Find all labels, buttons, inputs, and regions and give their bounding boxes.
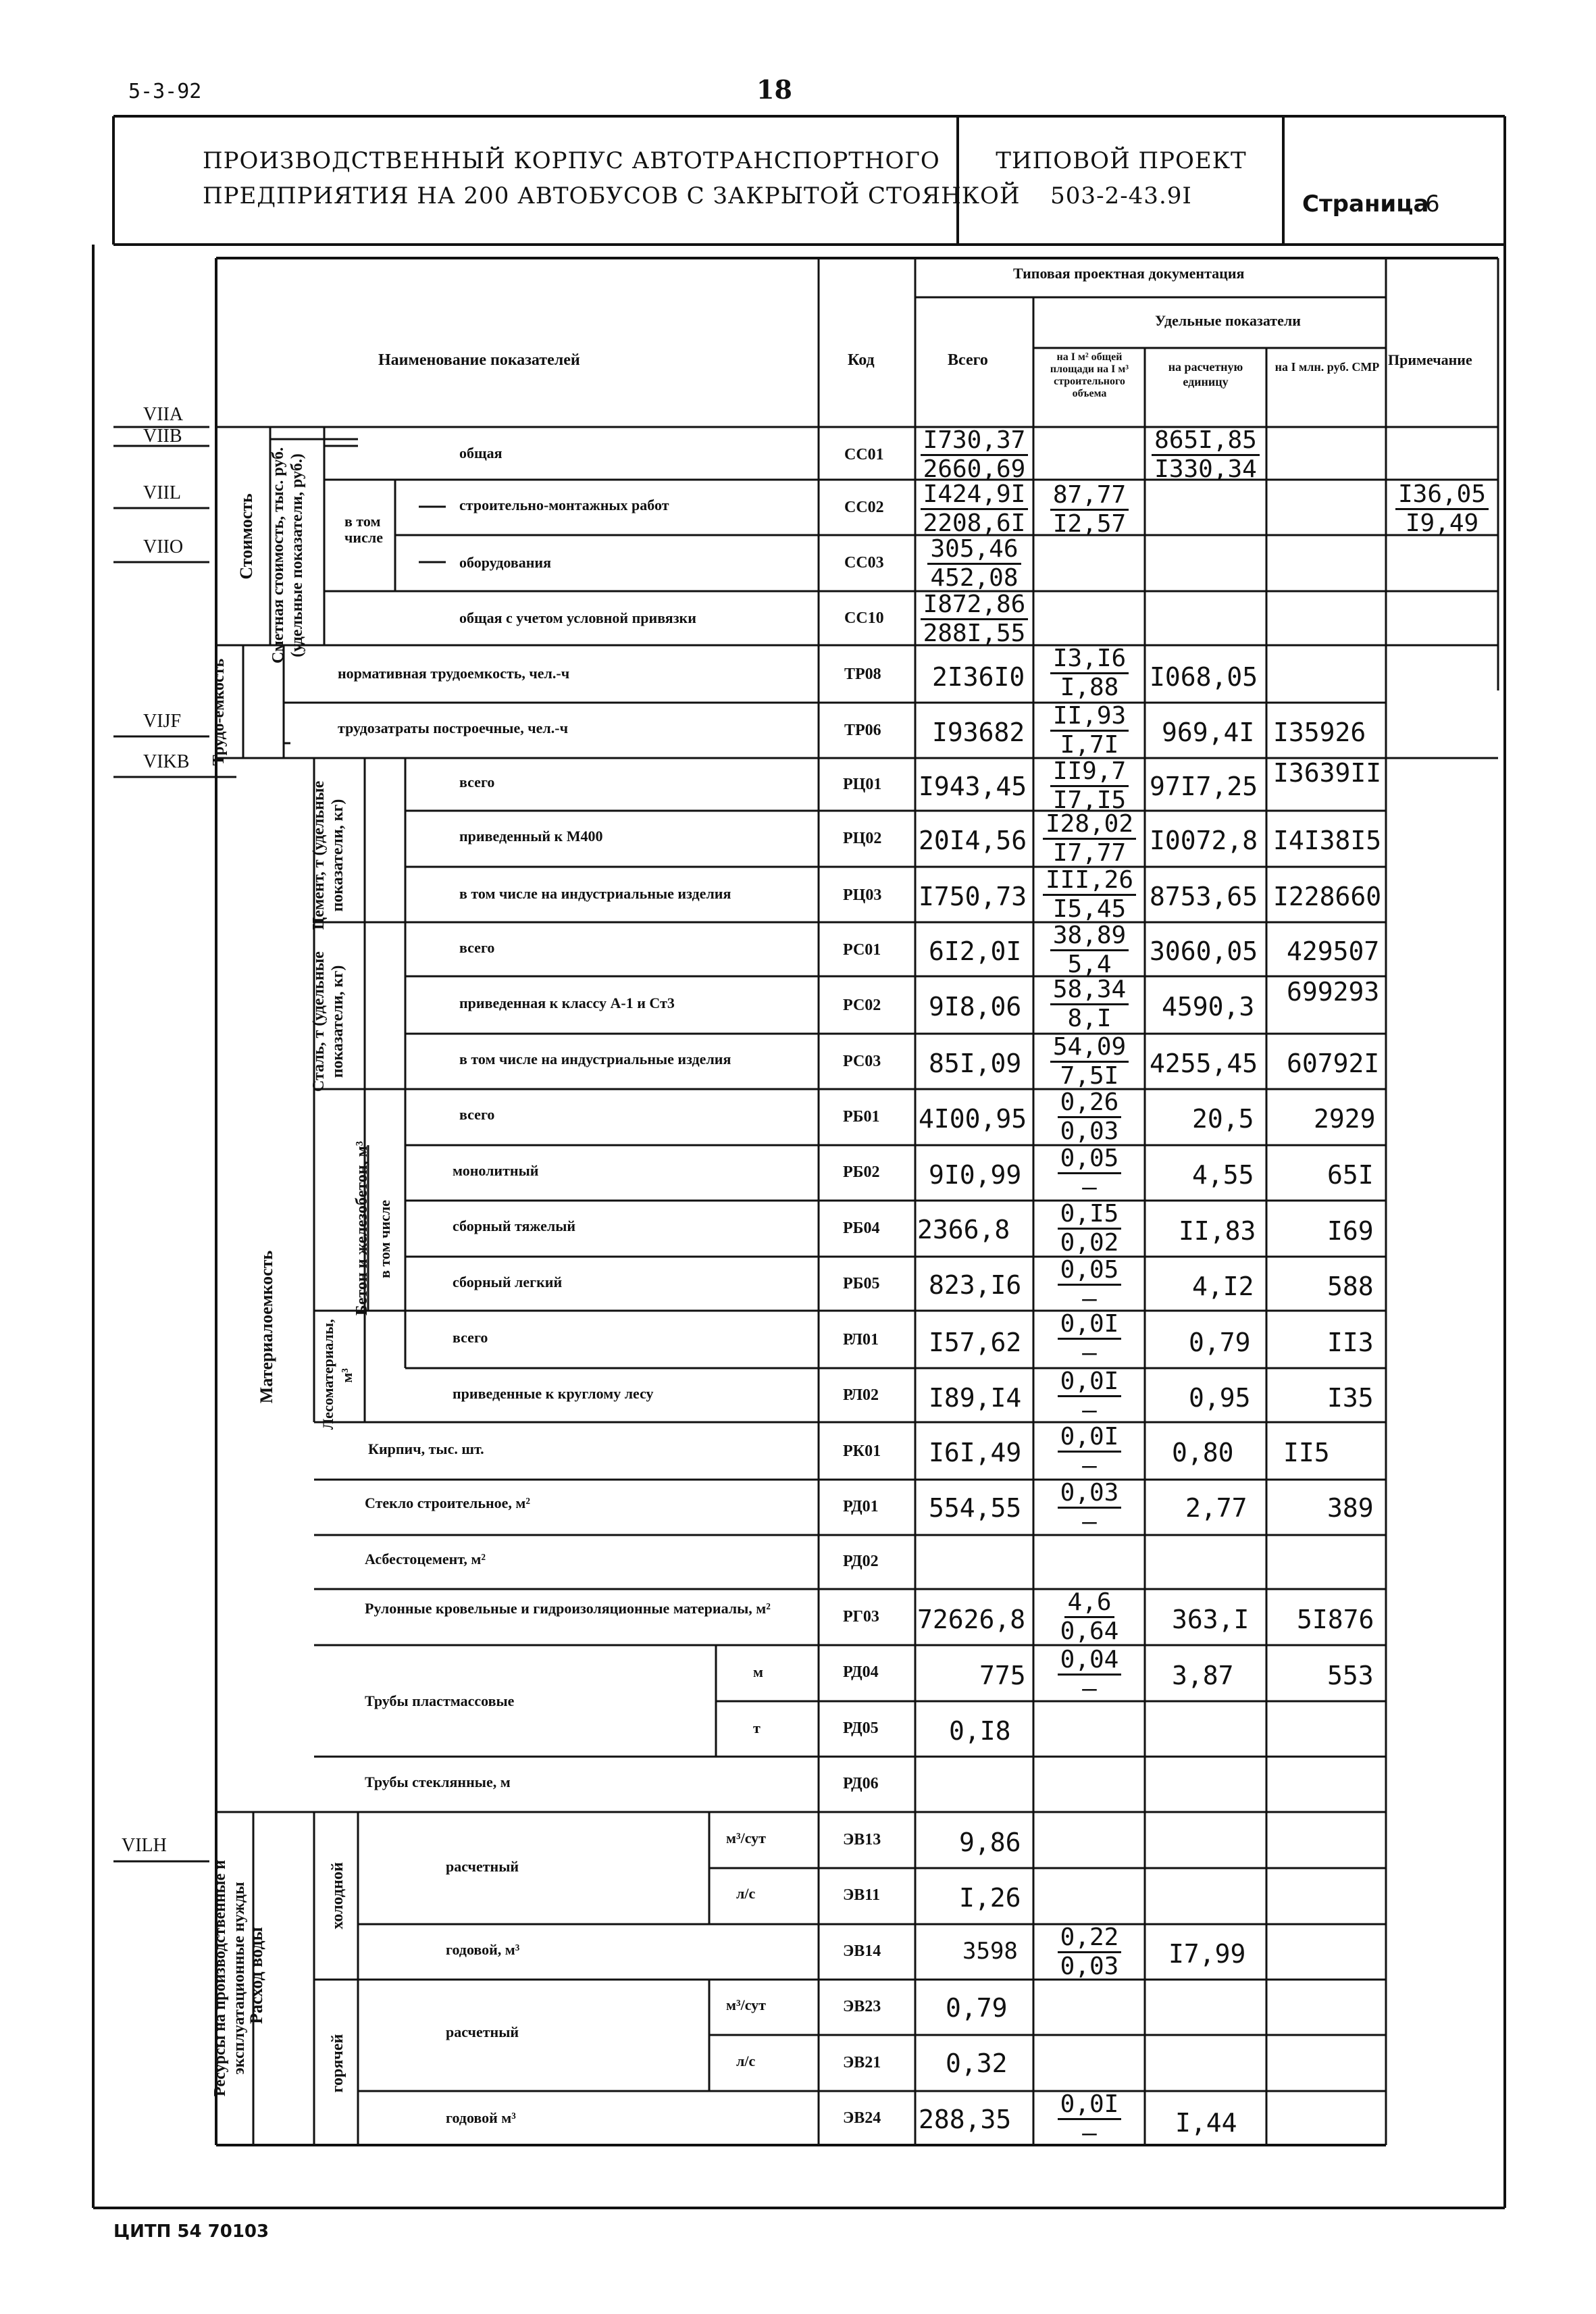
group-water: Расход воды bbox=[247, 1927, 266, 2024]
total-eb14: 3598 bbox=[962, 1938, 1018, 1965]
unit-rc02: I0072,8 bbox=[1150, 826, 1258, 855]
m2-tp08 bbox=[1035, 645, 1143, 701]
m2-pb05-n: 0,05 bbox=[1058, 1257, 1122, 1286]
m2-cc02-d: I2,57 bbox=[1052, 510, 1127, 538]
total-pg03: 72626,8 bbox=[917, 1605, 1026, 1634]
unit-pb01: 20,5 bbox=[1192, 1104, 1254, 1134]
group-labor: Трудо-емкость bbox=[210, 658, 228, 766]
m2-pb02-n: 0,05 bbox=[1058, 1145, 1122, 1174]
unit-pb02: 4,55 bbox=[1192, 1160, 1254, 1190]
row-name-tp06: трудозатраты построечные, чел.-ч bbox=[338, 720, 568, 736]
total-cc01 bbox=[919, 427, 1030, 483]
unit-cc01 bbox=[1148, 427, 1263, 483]
code-cc01: СС01 bbox=[844, 446, 884, 463]
m2-rc03 bbox=[1035, 867, 1143, 923]
note-cc02-n: I36,05 bbox=[1395, 481, 1489, 510]
header-total: Всего bbox=[948, 351, 988, 369]
row-name-eb13: расчетный bbox=[446, 1858, 519, 1875]
row-name-pb02: монолитный bbox=[453, 1162, 539, 1179]
code-eb14: ЭВ14 bbox=[843, 1942, 881, 1960]
m2-pc03-d: 7,5I bbox=[1060, 1062, 1119, 1090]
mln-pb01: 2929 bbox=[1314, 1104, 1376, 1134]
m2-eb24-d: — bbox=[1082, 2119, 1097, 2147]
unit-cc01-n: 865I,85 bbox=[1152, 427, 1260, 456]
m2-pc01 bbox=[1035, 922, 1143, 978]
marker-vikb: VIKB bbox=[143, 751, 190, 772]
total-cc01-d: 2660,69 bbox=[923, 455, 1026, 483]
m2-pd04-d: — bbox=[1082, 1675, 1097, 1703]
header-per-mln: на I млн. руб. СМР bbox=[1275, 360, 1380, 374]
code-pb02: РБ02 bbox=[843, 1163, 880, 1181]
mln-rc02: I4I38I5 bbox=[1273, 826, 1382, 855]
code-pb01: РБ01 bbox=[843, 1108, 880, 1126]
total-pb01: 4I00,95 bbox=[919, 1104, 1027, 1134]
code-pd01: РД01 bbox=[843, 1498, 879, 1515]
header-per-unit: на расчетную единицу bbox=[1168, 360, 1243, 388]
unit-pk01: 0,80 bbox=[1172, 1438, 1234, 1467]
m2-pc02 bbox=[1035, 976, 1143, 1032]
m2-pl02-n: 0,0I bbox=[1058, 1368, 1122, 1397]
m2-pg03 bbox=[1035, 1589, 1143, 1645]
code-pd02: РД02 bbox=[843, 1553, 879, 1570]
total-pc03: 85I,09 bbox=[929, 1049, 1022, 1078]
m2-tp08-d: I,88 bbox=[1060, 674, 1119, 701]
group-cost-sub: Сметная стоимость, тыс. руб. (удельные показатели, руб.) bbox=[269, 447, 306, 663]
row-name-eb23: расчетный bbox=[446, 2023, 519, 2040]
m2-pd04 bbox=[1035, 1646, 1143, 1703]
code-cc10: СС10 bbox=[844, 609, 884, 627]
m2-pb04-n: 0,I5 bbox=[1058, 1201, 1122, 1230]
unit-cc01-d: I330,34 bbox=[1154, 455, 1257, 483]
header-specific: Удельные показатели bbox=[1155, 312, 1301, 329]
m2-pg03-n: 4,6 bbox=[1064, 1589, 1114, 1618]
page-label: Страница bbox=[1302, 191, 1429, 218]
m2-rc01-d: I7,I5 bbox=[1052, 786, 1127, 814]
m2-pk01-n: 0,0I bbox=[1058, 1424, 1122, 1453]
total-pd01: 554,55 bbox=[929, 1493, 1022, 1523]
row-unit-eb21: л/с bbox=[736, 2053, 756, 2069]
code-eb23: ЭВ23 bbox=[843, 1998, 881, 2015]
total-pl01: I57,62 bbox=[929, 1328, 1022, 1357]
m2-pc03-n: 54,09 bbox=[1050, 1034, 1129, 1063]
row-name-pg03: Рулонные кровельные и гидроизоляционные материалы, м² bbox=[365, 1600, 771, 1617]
unit-pb04: II,83 bbox=[1179, 1216, 1256, 1246]
total-pd05: 0,I8 bbox=[949, 1716, 1011, 1746]
row-unit-pd05: т bbox=[753, 1719, 761, 1736]
total-cc03-d: 452,08 bbox=[930, 564, 1019, 592]
marker-viib: VIIB bbox=[143, 426, 182, 447]
m2-rc01-n: II9,7 bbox=[1050, 758, 1129, 787]
project-label: ТИПОВОЙ ПРОЕКТ bbox=[996, 147, 1247, 174]
code-pc01: РС01 bbox=[843, 941, 881, 959]
m2-tp08-n: I3,I6 bbox=[1050, 645, 1129, 674]
m2-rc02-n: I28,02 bbox=[1043, 811, 1136, 840]
page-number: 18 bbox=[756, 74, 792, 105]
total-eb24: 288,35 bbox=[919, 2105, 1012, 2134]
row-name-pl01: всего bbox=[453, 1329, 488, 1346]
mln-rc01: I3639II bbox=[1273, 758, 1382, 788]
header-per-m2: на I м² общей площади на I м³ строительного объема bbox=[1050, 351, 1129, 399]
row-name-cc03: оборудования bbox=[459, 554, 551, 571]
total-pd04: 775 bbox=[979, 1661, 1026, 1690]
total-cc01-n: I730,37 bbox=[921, 427, 1029, 456]
row-name-pd02: Асбестоцемент, м² bbox=[365, 1551, 486, 1567]
row-name-rc02: приведенный к М400 bbox=[459, 828, 603, 845]
group-hot: горячей bbox=[329, 2034, 346, 2093]
header-code: Код bbox=[848, 351, 875, 369]
code-pl02: РЛ02 bbox=[843, 1386, 879, 1404]
m2-pc02-n: 58,34 bbox=[1050, 976, 1129, 1005]
code-pl01: РЛ01 bbox=[843, 1331, 879, 1349]
row-unit-eb23: м³/сут bbox=[726, 1996, 766, 2013]
total-cc03-n: 305,46 bbox=[927, 536, 1021, 565]
total-pb05: 823,I6 bbox=[929, 1270, 1022, 1300]
total-rc03: I750,73 bbox=[919, 882, 1027, 911]
total-eb11: I,26 bbox=[959, 1883, 1021, 1913]
marker-viia: VIIA bbox=[143, 404, 184, 425]
total-rc01: I943,45 bbox=[919, 772, 1027, 801]
row-name-pd06: Трубы стеклянные, м bbox=[365, 1774, 511, 1790]
m2-pl01-n: 0,0I bbox=[1058, 1311, 1122, 1340]
group-cold: холодной bbox=[329, 1862, 346, 1930]
m2-rc03-d: I5,45 bbox=[1052, 895, 1127, 923]
code-cc03: СС03 bbox=[844, 554, 884, 572]
row-name-cc02: строительно-монтажных работ bbox=[459, 497, 669, 513]
mln-pc02: 699293 bbox=[1287, 977, 1380, 1007]
row-name-pb05: сборный легкий bbox=[453, 1274, 563, 1290]
m2-pc01-n: 38,89 bbox=[1050, 922, 1129, 951]
marker-viio: VIIO bbox=[143, 536, 184, 557]
m2-rc01 bbox=[1035, 758, 1143, 814]
m2-pb04 bbox=[1035, 1201, 1143, 1257]
code-pc03: РС03 bbox=[843, 1053, 881, 1070]
row-name-pc01: всего bbox=[459, 939, 495, 956]
row-name-pl02: приведенные к круглому лесу bbox=[453, 1385, 654, 1402]
marker-vijf: VIJF bbox=[143, 711, 182, 732]
code-eb21: ЭВ21 bbox=[843, 2054, 881, 2071]
row-name-rc01: всего bbox=[459, 774, 495, 790]
title-line-1: ПРОИЗВОДСТВЕННЫЙ КОРПУС АВТОТРАНСПОРТНОГО bbox=[203, 147, 940, 174]
m2-pg03-d: 0,64 bbox=[1060, 1617, 1119, 1645]
code-eb11: ЭВ11 bbox=[843, 1886, 880, 1904]
row-name-pc03: в том числе на индустриальные изделия bbox=[459, 1051, 731, 1067]
footer-stamp: ЦИТП 54 70103 bbox=[113, 2221, 269, 2242]
row-name-pk01: Кирпич, тыс. шт. bbox=[368, 1440, 484, 1457]
group-timber: Лесоматериалы, м³ bbox=[319, 1319, 355, 1430]
unit-rc03: 8753,65 bbox=[1150, 882, 1258, 911]
m2-cc02 bbox=[1035, 482, 1143, 538]
row-name-pd01: Стекло строительное, м² bbox=[365, 1494, 531, 1511]
total-pc01: 6I2,0I bbox=[929, 936, 1022, 966]
m2-pk01 bbox=[1035, 1424, 1143, 1480]
code-pd04: РД04 bbox=[843, 1663, 879, 1681]
group-cost: Стоимость bbox=[236, 493, 256, 580]
mln-pl01: II3 bbox=[1327, 1328, 1374, 1357]
group-concrete: Бетон и железобетон, м³ bbox=[353, 1140, 371, 1316]
mln-pl02: I35 bbox=[1327, 1383, 1374, 1413]
code-pb05: РБ05 bbox=[843, 1275, 880, 1292]
unit-rc01: 97I7,25 bbox=[1150, 772, 1258, 801]
total-eb13: 9,86 bbox=[959, 1828, 1021, 1857]
m2-tp06-n: II,93 bbox=[1050, 703, 1129, 732]
total-tp06: I93682 bbox=[932, 718, 1025, 747]
mln-pg03: 5I876 bbox=[1297, 1605, 1374, 1634]
row-name-pc02: приведенная к классу А-1 и Ст3 bbox=[459, 995, 675, 1011]
total-cc10-n: I872,86 bbox=[921, 591, 1029, 620]
mln-pk01: II5 bbox=[1283, 1438, 1330, 1467]
total-pb02: 9I0,99 bbox=[929, 1160, 1022, 1190]
series-code: 5-3-92 bbox=[128, 80, 202, 103]
m2-pb01 bbox=[1035, 1089, 1143, 1145]
row-name-rc03: в том числе на индустриальные изделия bbox=[459, 885, 731, 902]
mln-pb02: 65I bbox=[1327, 1160, 1374, 1190]
m2-pk01-d: — bbox=[1082, 1452, 1097, 1480]
code-pd05: РД05 bbox=[843, 1719, 879, 1737]
row-name-pb04: сборный тяжелый bbox=[453, 1217, 576, 1234]
mln-pc03: 60792I bbox=[1287, 1049, 1380, 1078]
mln-pd01: 389 bbox=[1327, 1493, 1374, 1523]
m2-pl01 bbox=[1035, 1311, 1143, 1367]
code-pd06: РД06 bbox=[843, 1775, 879, 1792]
row-name-pipes: Трубы пластмассовые bbox=[365, 1692, 515, 1709]
m2-tp06 bbox=[1035, 703, 1143, 759]
unit-pc01: 3060,05 bbox=[1150, 936, 1258, 966]
row-unit-eb11: л/с bbox=[736, 1885, 756, 1902]
row-name-cc01: общая bbox=[459, 445, 503, 461]
title-line-2: ПРЕДПРИЯТИЯ НА 200 АВТОБУСОВ С ЗАКРЫТОЙ СТОЯНКОЙ bbox=[203, 182, 1021, 209]
m2-pl02-d: — bbox=[1082, 1397, 1097, 1424]
header-note: Примечание bbox=[1388, 351, 1472, 368]
project-number: 503-2-43.9I bbox=[1050, 182, 1192, 209]
code-eb13: ЭВ13 bbox=[843, 1831, 881, 1848]
total-pc02: 9I8,06 bbox=[929, 992, 1022, 1022]
mln-pc01: 429507 bbox=[1287, 936, 1380, 966]
m2-pd01-n: 0,03 bbox=[1058, 1480, 1122, 1509]
m2-pd01 bbox=[1035, 1480, 1143, 1536]
header-doc: Типовая проектная документация bbox=[1013, 265, 1245, 282]
total-pb04: 2366,8 bbox=[917, 1215, 1010, 1244]
code-cc02: СС02 bbox=[844, 499, 884, 516]
mln-pd04: 553 bbox=[1327, 1661, 1374, 1690]
total-cc02 bbox=[919, 481, 1030, 537]
m2-pc02-d: 8,I bbox=[1067, 1005, 1112, 1032]
m2-pl01-d: — bbox=[1082, 1339, 1097, 1367]
row-name-eb14: годовой, м³ bbox=[446, 1941, 520, 1958]
code-pb04: РБ04 bbox=[843, 1219, 880, 1237]
m2-pd04-n: 0,04 bbox=[1058, 1646, 1122, 1676]
row-name-cc10: общая с учетом условной привязки bbox=[459, 609, 696, 626]
unit-eb14: I7,99 bbox=[1168, 1939, 1246, 1969]
total-rc02: 20I4,56 bbox=[919, 826, 1027, 855]
row-unit-pd04: м bbox=[753, 1663, 763, 1680]
row-unit-eb13: м³/сут bbox=[726, 1830, 766, 1846]
m2-cc02-n: 87,77 bbox=[1050, 482, 1129, 511]
total-cc03 bbox=[919, 536, 1030, 592]
marker-vilh: VILH bbox=[122, 1835, 167, 1856]
marker-viil: VIIL bbox=[143, 482, 181, 503]
page-num: 6 bbox=[1425, 191, 1440, 218]
unit-pd01: 2,77 bbox=[1185, 1493, 1247, 1523]
row-name-tp08: нормативная трудоемкость, чел.-ч bbox=[338, 665, 570, 682]
m2-pc03 bbox=[1035, 1034, 1143, 1090]
mln-pb04: I69 bbox=[1327, 1216, 1374, 1246]
total-cc02-n: I424,9I bbox=[921, 481, 1029, 510]
unit-pc03: 4255,45 bbox=[1150, 1049, 1258, 1078]
code-eb24: ЭВ24 bbox=[843, 2109, 881, 2127]
total-eb21: 0,32 bbox=[946, 2048, 1008, 2078]
m2-eb24-n: 0,0I bbox=[1058, 2091, 1122, 2120]
m2-eb14 bbox=[1035, 1924, 1143, 1980]
note-cc02 bbox=[1388, 481, 1496, 537]
m2-rc02 bbox=[1035, 811, 1143, 867]
code-pk01: РК01 bbox=[843, 1442, 881, 1460]
unit-pb05: 4,I2 bbox=[1192, 1272, 1254, 1301]
unit-pl02: 0,95 bbox=[1189, 1383, 1251, 1413]
m2-pb04-d: 0,02 bbox=[1060, 1229, 1119, 1257]
m2-rc02-d: I7,77 bbox=[1052, 839, 1127, 867]
mln-rc03: I228660 bbox=[1273, 882, 1382, 911]
code-tp08: ТР08 bbox=[844, 665, 881, 683]
m2-pb02 bbox=[1035, 1145, 1143, 1201]
m2-pb05-d: — bbox=[1082, 1285, 1097, 1313]
code-rc01: РЦ01 bbox=[843, 776, 882, 793]
note-cc02-d: I9,49 bbox=[1405, 509, 1479, 537]
unit-pd04: 3,87 bbox=[1172, 1661, 1234, 1690]
m2-pc01-d: 5,4 bbox=[1067, 951, 1112, 978]
row-name-pb01: всего bbox=[459, 1106, 495, 1123]
total-cc10 bbox=[919, 591, 1030, 647]
group-materials: Материалоемкость bbox=[257, 1250, 276, 1404]
code-rc03: РЦ03 bbox=[843, 886, 882, 904]
total-pk01: I6I,49 bbox=[929, 1438, 1022, 1467]
mln-tp06: I35926 bbox=[1273, 718, 1366, 747]
m2-pb01-d: 0,03 bbox=[1060, 1117, 1119, 1145]
unit-tp08: I068,05 bbox=[1150, 662, 1258, 692]
m2-pb02-d: — bbox=[1082, 1174, 1097, 1201]
code-pc02: РС02 bbox=[843, 997, 881, 1014]
group-steel: Сталь, т (удельные показатели, кг) bbox=[310, 951, 346, 1092]
unit-pl01: 0,79 bbox=[1189, 1328, 1251, 1357]
m2-pd01-d: — bbox=[1082, 1508, 1097, 1536]
m2-eb14-n: 0,22 bbox=[1058, 1924, 1122, 1953]
group-incl: в том числе bbox=[344, 513, 383, 546]
total-cc02-d: 2208,6I bbox=[923, 509, 1026, 537]
group-cement: Цемент, т (удельные показатели, кг) bbox=[310, 780, 346, 930]
row-name-eb24: годовой м³ bbox=[446, 2109, 516, 2126]
m2-pl02 bbox=[1035, 1368, 1143, 1424]
m2-eb14-d: 0,03 bbox=[1060, 1953, 1119, 1980]
unit-eb24: I,44 bbox=[1175, 2108, 1237, 2138]
m2-rc03-n: III,26 bbox=[1043, 867, 1136, 896]
m2-tp06-d: I,7I bbox=[1060, 731, 1119, 759]
code-rc02: РЦ02 bbox=[843, 830, 882, 847]
mln-pb05: 588 bbox=[1327, 1272, 1374, 1301]
header-name: Наименование показателей bbox=[378, 351, 580, 369]
total-cc10-d: 288I,55 bbox=[923, 620, 1026, 647]
unit-pc02: 4590,3 bbox=[1162, 992, 1255, 1022]
total-tp08: 2I36I0 bbox=[932, 662, 1025, 692]
m2-pb05 bbox=[1035, 1257, 1143, 1313]
code-pg03: РГ03 bbox=[843, 1608, 879, 1626]
group-incl2: в том числе bbox=[376, 1200, 393, 1278]
m2-pb01-n: 0,26 bbox=[1058, 1089, 1122, 1118]
code-tp06: ТР06 bbox=[844, 722, 881, 739]
group-resources: Ресурсы на производственные и эксплуатационные нужды bbox=[211, 1860, 248, 2097]
unit-pg03: 363,I bbox=[1172, 1605, 1250, 1634]
total-eb23: 0,79 bbox=[946, 1993, 1008, 2023]
unit-tp06: 969,4I bbox=[1162, 718, 1255, 747]
m2-eb24 bbox=[1035, 2091, 1143, 2147]
total-pl02: I89,I4 bbox=[929, 1383, 1022, 1413]
